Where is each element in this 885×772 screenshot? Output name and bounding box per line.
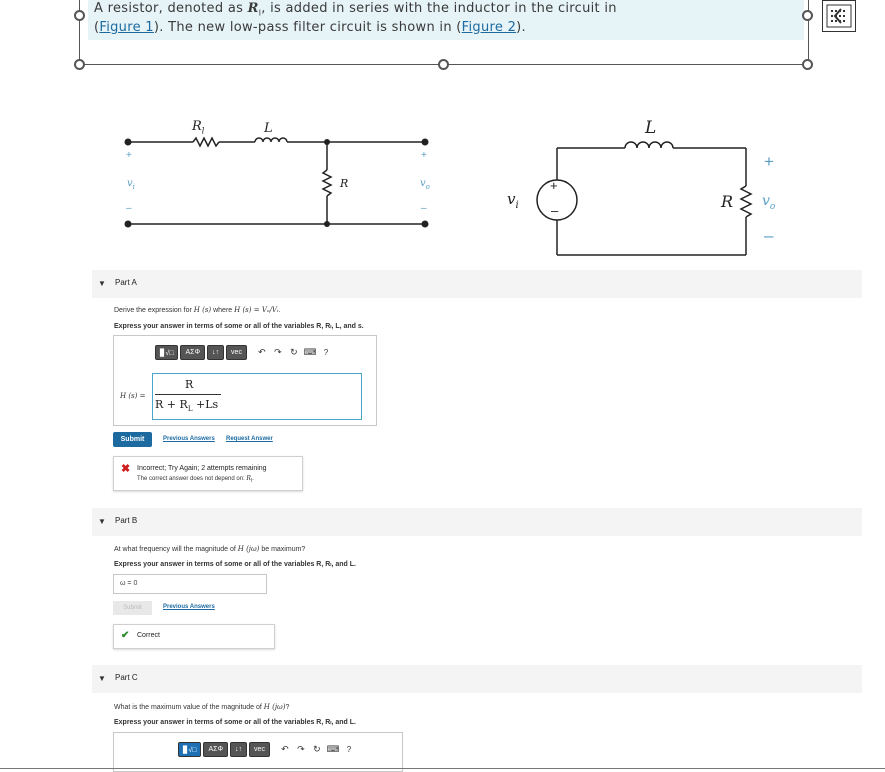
help-icon[interactable]: ?	[323, 348, 329, 357]
vec-button[interactable]: vec	[249, 742, 270, 757]
fig1-vo-label: $v_o$	[420, 178, 430, 191]
part-a-toolbar	[155, 345, 333, 360]
arrows-button[interactable]: ↓↑	[230, 742, 247, 757]
greek-button[interactable]: AΣΦ	[203, 742, 228, 757]
feedback-detail: The correct answer does not depend on: $R_l$.	[137, 475, 254, 485]
part-a-request-answer-link[interactable]: Request Answer	[226, 436, 273, 442]
part-a-header[interactable]	[92, 270, 862, 298]
fig2-vo-plus: +	[764, 152, 774, 171]
fig2-source-minus: –	[551, 203, 559, 218]
vertical-toggle-icon	[823, 1, 855, 31]
fig2-r-label: R	[721, 192, 734, 211]
part-a-answer-label: H (s) =	[120, 392, 146, 400]
part-b-question: At what frequency will the magnitude of H (jω) be maximum?	[114, 545, 306, 553]
feedback-correct-label: Correct	[137, 632, 160, 639]
figure-1-link[interactable]: Figure 1	[99, 19, 154, 35]
fraction-denominator: $R + R_L +Ls$	[155, 398, 219, 414]
part-c-title: Part C	[115, 673, 138, 682]
resize-handle-left[interactable]	[74, 10, 85, 21]
figure-2-link[interactable]: Figure 2	[461, 19, 517, 35]
fraction-numerator: R	[185, 378, 194, 391]
resize-handle-right[interactable]	[802, 10, 813, 21]
resize-handle-bottom-left[interactable]	[74, 59, 85, 70]
fraction-bar	[155, 394, 221, 395]
side-toggle-button[interactable]	[822, 0, 856, 32]
undo-icon[interactable]: ↶	[281, 744, 289, 754]
fig1-vo-minus: –	[421, 203, 427, 214]
fig2-l-label: L	[645, 118, 657, 138]
fig1-rl-label: $R_l$	[192, 119, 205, 136]
fig1-l-label: L	[264, 121, 273, 136]
fig2-vo-minus: –	[764, 226, 774, 245]
part-b-instruction: Express your answer in terms of some or all of the variables R, Rₗ, and L.	[114, 561, 356, 568]
fig2-source-plus: +	[550, 178, 558, 193]
feedback-title: Incorrect; Try Again; 2 attempts remaining	[137, 465, 267, 472]
part-b-title: Part B	[115, 516, 138, 525]
checkmark-icon: ✔	[121, 630, 130, 641]
part-b-feedback	[113, 624, 275, 649]
intro-text: A resistor, denoted as $R_l$, is added in series with the inductor in the circuit in (Figure 1). The new low-pass filter circuit is shown in (Figure 2).	[94, 1, 617, 35]
part-c-question: What is the maximum value of the magnitude of H (jω)?	[114, 703, 290, 711]
part-c-toolbar	[178, 742, 356, 757]
fig2-vo-label: $v_o$	[762, 193, 776, 212]
part-a-instruction: Express your answer in terms of some or all of the variables R, Rₗ, L, and s.	[114, 323, 364, 330]
templates-button[interactable]: ▊√□	[178, 742, 201, 757]
part-c-instruction: Express your answer in terms of some or all of the variables R, Rₗ, and L.	[114, 719, 356, 726]
caret-down-icon: ▼	[98, 279, 106, 288]
part-b-submit-button[interactable]: Submit	[113, 601, 152, 615]
redo-icon[interactable]: ↷	[274, 347, 282, 357]
arrows-button[interactable]: ↓↑	[207, 345, 224, 360]
fig1-vi-label: $v_i$	[127, 178, 135, 191]
part-a-previous-answers-link[interactable]: Previous Answers	[163, 436, 215, 442]
part-b-header[interactable]	[92, 508, 862, 536]
bottom-divider	[0, 768, 885, 769]
part-b-answer-field[interactable]	[113, 574, 267, 594]
fig2-vi-label: $v_i$	[507, 190, 519, 211]
reset-icon[interactable]: ↻	[313, 744, 321, 754]
part-a-submit-button[interactable]: Submit	[113, 432, 152, 447]
part-b-previous-answers-link[interactable]: Previous Answers	[163, 604, 215, 610]
fig1-r-label: R	[340, 177, 349, 190]
greek-button[interactable]: AΣΦ	[180, 345, 205, 360]
keyboard-icon[interactable]: ⌨	[303, 347, 317, 357]
fig1-vi-minus: –	[126, 203, 132, 214]
part-a-feedback	[113, 456, 303, 491]
help-icon[interactable]: ?	[346, 745, 352, 754]
undo-icon[interactable]: ↶	[258, 347, 266, 357]
part-a-math-input[interactable]	[152, 373, 362, 420]
redo-icon[interactable]: ↷	[297, 744, 305, 754]
vec-button[interactable]: vec	[226, 345, 247, 360]
part-a-title: Part A	[115, 278, 137, 287]
circuit-figure-1	[115, 115, 445, 240]
resize-handle-bottom-center[interactable]	[438, 59, 449, 70]
caret-down-icon: ▼	[98, 517, 106, 526]
templates-button[interactable]: ▊√□	[155, 345, 178, 360]
resize-handle-bottom-right[interactable]	[802, 59, 813, 70]
fig1-vi-plus: +	[126, 150, 132, 161]
part-b-answer-value: ω = 0	[120, 580, 138, 587]
selection-frame	[79, 0, 809, 65]
reset-icon[interactable]: ↻	[290, 347, 298, 357]
keyboard-icon[interactable]: ⌨	[326, 744, 340, 754]
part-a-question: Derive the expression for H (s) where H (s) = Vₒ/Vᵢ.	[114, 306, 281, 314]
fig1-vo-plus: +	[421, 150, 427, 161]
incorrect-x-icon: ✖	[121, 463, 131, 475]
caret-down-icon: ▼	[98, 674, 106, 683]
part-c-header[interactable]	[92, 665, 862, 693]
